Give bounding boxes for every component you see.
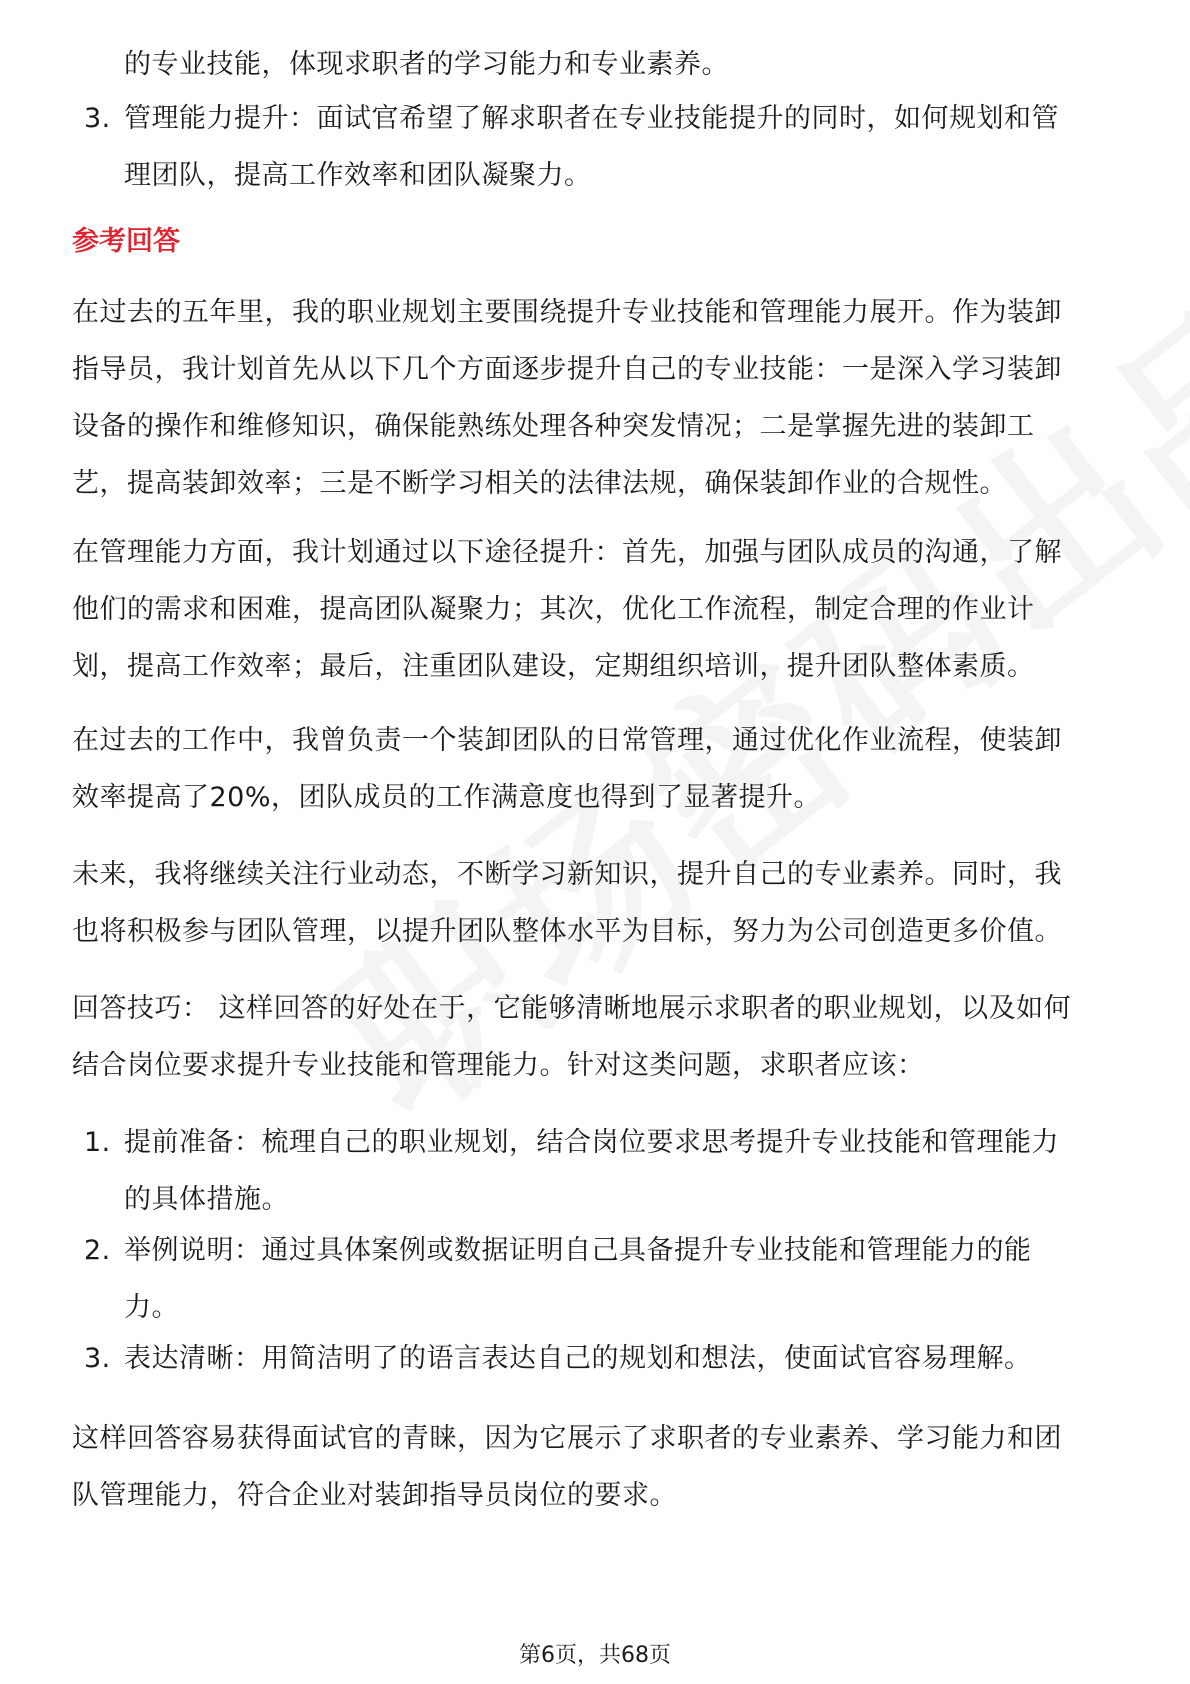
paragraph (72, 524, 1122, 695)
list-text: 表达清晰：用简洁明了的语言表达自己的规划和想法，使面试官容易理解。 (124, 1343, 1032, 1374)
list-text: 提前准备：梳理自己的职业规划，结合岗位要求思考提升专业技能和管理能力 (124, 1127, 1059, 1158)
continuation-text: 的专业技能，体现求职者的学习能力和专业素养。 (124, 49, 729, 80)
paragraph-line: 也将积极参与团队管理，以提升团队整体水平为目标，努力为公司创造更多价值。 (72, 916, 1062, 947)
paragraph-line: 他们的需求和困难，提高团队凝聚力；其次，优化工作流程，制定合理的作业计 (72, 594, 1035, 625)
list-number: 3. (84, 103, 111, 134)
list-item (84, 1114, 1124, 1228)
list-item (84, 1222, 1124, 1336)
list-number: 2. (84, 1235, 111, 1266)
list-item (84, 1330, 1124, 1387)
list-text-continued: 力。 (124, 1292, 179, 1323)
paragraph (72, 1410, 1122, 1524)
paragraph-line: 队管理能力，符合企业对装卸指导员岗位的要求。 (72, 1480, 677, 1511)
paragraph (72, 846, 1122, 960)
paragraph-line: 设备的操作和维修知识，确保能熟练处理各种突发情况；二是掌握先进的装卸工 (72, 411, 1035, 442)
list-text: 管理能力提升：面试官希望了解求职者在专业技能提升的同时，如何规划和管 (124, 103, 1059, 134)
paragraph-line: 指导员，我计划首先从以下几个方面逐步提升自己的专业技能：一是深入学习装卸 (72, 354, 1062, 385)
section-heading: 参考回答 (72, 226, 180, 257)
list-text: 举例说明：通过具体案例或数据证明自己具备提升专业技能和管理能力的能 (124, 1235, 1032, 1266)
paragraph-line: 这样回答容易获得面试官的青睐，因为它展示了求职者的专业素养、学习能力和团 (72, 1423, 1062, 1454)
list-text-continued: 的具体措施。 (124, 1184, 289, 1215)
list-number: 1. (84, 1127, 111, 1158)
list-text-continued: 理团队，提高工作效率和团队凝聚力。 (124, 160, 592, 191)
page-number: 第6页，共68页 (519, 1643, 671, 1668)
paragraph (72, 712, 1122, 826)
paragraph (72, 284, 1122, 512)
paragraph-line: 划，提高工作效率；最后，注重团队建设，定期组织培训，提升团队整体素质。 (72, 651, 1035, 682)
paragraph-line: 在过去的五年里，我的职业规划主要围绕提升专业技能和管理能力展开。作为装卸 (72, 297, 1062, 328)
paragraph-line: 回答技巧： 这样回答的好处在于，它能够清晰地展示求职者的职业规划，以及如何 (72, 993, 1072, 1024)
paragraph-line: 艺，提高装卸效率；三是不断学习相关的法律法规，确保装卸作业的合规性。 (72, 468, 1007, 499)
paragraph (72, 980, 1122, 1094)
list-item (84, 90, 1124, 204)
paragraph-line: 未来，我将继续关注行业动态，不断学习新知识，提升自己的专业素养。同时，我 (72, 859, 1062, 890)
paragraph-line: 在管理能力方面，我计划通过以下途径提升：首先，加强与团队成员的沟通，了解 (72, 537, 1062, 568)
paragraph-line: 结合岗位要求提升专业技能和管理能力。针对这类问题，求职者应该： (72, 1050, 925, 1081)
paragraph-line: 在过去的工作中，我曾负责一个装卸团队的日常管理，通过优化作业流程，使装卸 (72, 725, 1062, 756)
list-number: 3. (84, 1343, 111, 1374)
paragraph-line: 效率提高了20%，团队成员的工作满意度也得到了显著提升。 (72, 782, 822, 813)
